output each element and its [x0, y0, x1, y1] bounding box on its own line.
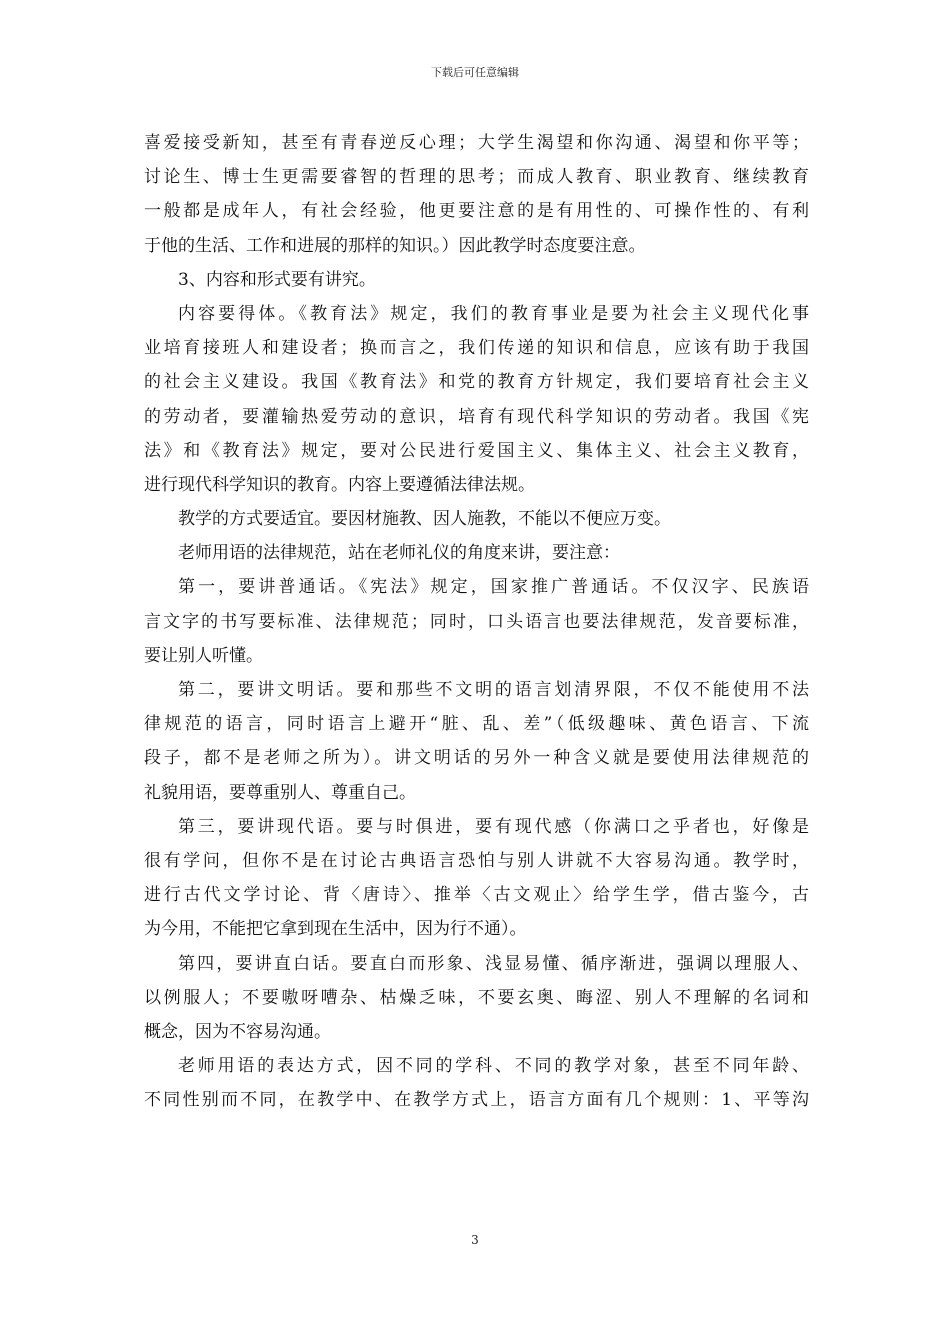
text-line: 教学的方式要适宜。要因材施教、因人施教，不能以不便应万变。 [178, 509, 671, 530]
text-line: 很有学问，但你不是在讨论古典语言恐怕与别人讲就不大容易沟通。教学时， [144, 850, 809, 871]
text-line: 老师用语的法律规范，站在老师礼仪的角度来讲，要注意： [178, 543, 620, 564]
text-line: 进行古代文学讨论、背〈唐诗〉、推举〈古文观止〉给学生学，借古鉴今，古 [144, 885, 809, 906]
text-line: 老师用语的表达方式，因不同的学科、不同的教学对象，甚至不同年龄、 [178, 1056, 809, 1077]
text-line: 于他的生活、工作和进展的那样的知识。）因此教学时态度要注意。 [144, 235, 646, 256]
text-line: 段子，都不是老师之所为）。讲文明话的另外一种含义就是要使用法律规范的 [144, 748, 809, 769]
text-line: 业培育接班人和建设者；换而言之，我们传递的知识和信息，应该有助于我国 [144, 338, 809, 359]
page-header: 下载后可任意编辑 [431, 66, 519, 79]
document-body [144, 126, 809, 1117]
text-line: 要让别人听懂。 [144, 645, 263, 666]
text-line: 进行现代科学知识的教育。内容上要遵循法律法规。 [144, 474, 535, 495]
text-line: 律规范的语言，同时语言上避开“脏、乱、差”（低级趣味、黄色语言、下流 [144, 714, 809, 735]
text-line: 以例服人；不要嗷呀嘈杂、枯燥乏味，不要玄奥、晦涩、别人不理解的名词和 [144, 987, 809, 1008]
text-line: 一般都是成年人，有社会经验，他更要注意的是有用性的、可操作性的、有利 [144, 201, 809, 222]
text-line: 礼貌用语，要尊重别人、尊重自己。 [144, 782, 416, 803]
text-line: 的劳动者，要灌输热爱劳动的意识，培育有现代科学知识的劳动者。我国《宪 [144, 406, 809, 427]
text-line: 第三，要讲现代语。要与时俱进，要有现代感（你满口之乎者也，好像是 [178, 816, 809, 837]
text-line: 法》和《教育法》规定，要对公民进行爱国主义、集体主义、社会主义教育， [144, 440, 809, 461]
text-line: 的社会主义建设。我国《教育法》和党的教育方针规定，我们要培育社会主义 [144, 372, 809, 393]
text-line: 为今用，不能把它拿到现在生活中，因为行不通）。 [144, 919, 527, 940]
page-number: 3 [471, 1233, 479, 1247]
text-line: 不同性别而不同，在教学中、在教学方式上，语言方面有几个规则：1、平等沟 [144, 1090, 809, 1111]
text-line: 3、内容和形式要有讲究。 [178, 269, 376, 290]
text-line: 言文字的书写要标准、法律规范；同时，口头语言也要法律规范，发音要标准， [144, 611, 809, 632]
text-line: 第四，要讲直白话。要直白而形象、浅显易懂、循序渐进，强调以理服人、 [178, 953, 809, 974]
text-line: 第二，要讲文明话。要和那些不文明的语言划清界限，不仅不能使用不法 [178, 680, 809, 700]
text-line: 喜爱接受新知，甚至有青春逆反心理；大学生渴望和你沟通、渴望和你平等； [144, 133, 809, 153]
text-line: 内容要得体。《教育法》规定，我们的教育事业是要为社会主义现代化事 [178, 303, 809, 324]
text-line: 讨论生、博士生更需要睿智的哲理的思考；而成人教育、职业教育、继续教育 [144, 167, 809, 188]
text-line: 概念，因为不容易沟通。 [144, 1021, 331, 1042]
text-line: 第一，要讲普通话。《宪法》规定，国家推广普通话。不仅汉字、民族语 [178, 577, 809, 598]
